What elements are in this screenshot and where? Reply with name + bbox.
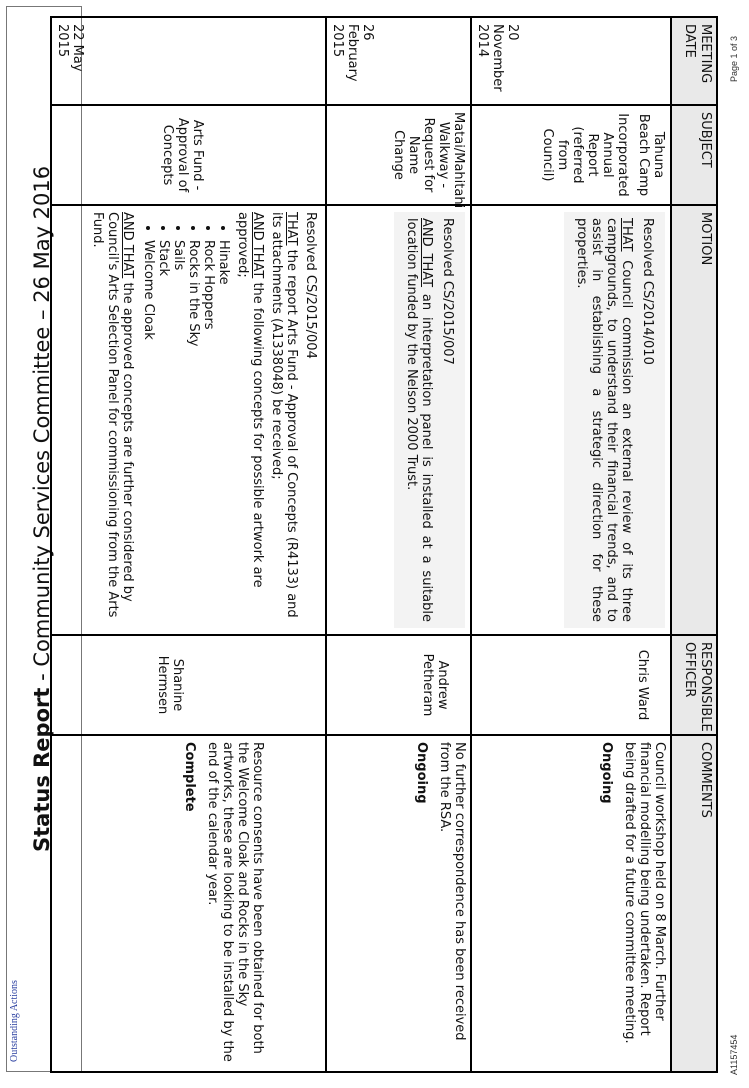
header-meeting-date: MEETING DATE xyxy=(671,17,717,105)
comments-cell xyxy=(326,735,471,1072)
motion-resolved: Resolved CS/2015/007 xyxy=(440,218,455,365)
motion-body: the report Arts Fund - Approval of Concepts (R4133) and its attachments (A1338048) be received; xyxy=(269,212,299,618)
meeting-date-cell: 22 May 2015 xyxy=(51,17,326,105)
motion-resolved: Resolved CS/2014/010 xyxy=(640,218,655,365)
motion-text xyxy=(574,218,634,622)
list-item: • Sails xyxy=(171,240,186,628)
meeting-date-cell: 20 November 2014 xyxy=(471,17,671,105)
motion-body: Council commission an external review of its three campgrounds, to understand their financial trends, and to assist in establishing a strategic direction for these properties. xyxy=(574,218,634,622)
officer-cell: Chris Ward xyxy=(471,635,671,735)
comments-cell xyxy=(471,735,671,1072)
status-badge: Ongoing xyxy=(599,742,614,804)
concepts-list xyxy=(141,212,231,628)
status-badge: Ongoing xyxy=(414,742,429,804)
table-row xyxy=(326,17,471,1072)
comment-text: Council workshop held on 8 March. Further financial modelling being undertaken. Report being drafted for a future committee meeting. xyxy=(622,742,667,1044)
motion-body: an interpretation panel is installed at a suitable location funded by the Nelson 2000 Trust. xyxy=(404,218,434,622)
motion-lead: THAT xyxy=(619,218,634,252)
motion-text-3 xyxy=(90,212,135,628)
motion-cell xyxy=(51,205,326,635)
motion-cell xyxy=(471,205,671,635)
comments-cell xyxy=(51,735,326,1072)
list-item: • Hinake xyxy=(216,240,231,628)
motion-text xyxy=(404,218,434,622)
status-badge: Complete xyxy=(182,742,197,812)
subject-cell xyxy=(471,105,671,205)
motion-lead: THAT xyxy=(284,212,299,246)
table-row xyxy=(51,17,326,1072)
subject-line-1: Tahuna Beach Camp xyxy=(636,113,666,197)
motion-resolved: Resolved CS/2015/004 xyxy=(303,212,318,359)
status-table xyxy=(50,16,718,1073)
header-responsible-officer: RESPONSIBLE OFFICER xyxy=(671,635,717,735)
comment-text: Resource consents have been obtained for both the Welcome Cloak and Rocks in the Sky artworks, these are looking to be installed by the end of the calendar year. xyxy=(205,742,265,1062)
motion-lead: AND THAT xyxy=(419,218,434,288)
meeting-date-cell: 26 February 2015 xyxy=(326,17,471,105)
table-header-row xyxy=(671,17,717,1072)
subject-cell: Arts Fund - Approval of Concepts xyxy=(51,105,326,205)
header-motion: MOTION xyxy=(671,205,717,635)
officer-cell: Andrew Petheram xyxy=(326,635,471,735)
title-rest: - Community Services Committee – 26 May 2016 xyxy=(30,165,54,688)
motion-text-2 xyxy=(235,212,265,628)
list-item: • Welcome Cloak xyxy=(141,240,156,628)
table-row xyxy=(471,17,671,1072)
motion-text-1 xyxy=(269,212,299,628)
motion-body: the approved concepts are further considered by Council's Arts Selection Panel for commissioning from the Arts Fund. xyxy=(90,212,135,618)
title-bold: Status Report xyxy=(30,687,54,852)
page-number: Page 1 of 3 xyxy=(729,35,739,82)
list-item: • Rock Hoppers xyxy=(201,240,216,628)
officer-cell: Shanine Hermsen xyxy=(51,635,326,735)
header-comments: COMMENTS xyxy=(671,735,717,1072)
motion-box xyxy=(394,212,465,628)
outstanding-actions-label: Outstanding Actions xyxy=(9,980,20,1062)
motion-lead: AND THAT xyxy=(250,212,265,279)
motion-cell xyxy=(326,205,471,635)
motion-lead: AND THAT xyxy=(120,212,135,279)
motion-body: the following concepts for possible artwork are approved; xyxy=(235,212,265,588)
status-table-wrapper xyxy=(55,16,718,1071)
subject-cell: Matai/Mahitahi Walkway - Request for Name Change xyxy=(326,105,471,205)
document-id: A1157454 xyxy=(729,1034,739,1075)
header-subject: SUBJECT xyxy=(671,105,717,205)
list-item: • Stack xyxy=(156,240,171,628)
subject-line-2: Incorporated Annual Report (referred from Council) xyxy=(540,113,630,197)
comment-text: No further correspondence has been received from the RSA. xyxy=(437,742,467,1041)
list-item: • Rocks in the Sky xyxy=(186,240,201,628)
motion-box xyxy=(564,212,665,628)
